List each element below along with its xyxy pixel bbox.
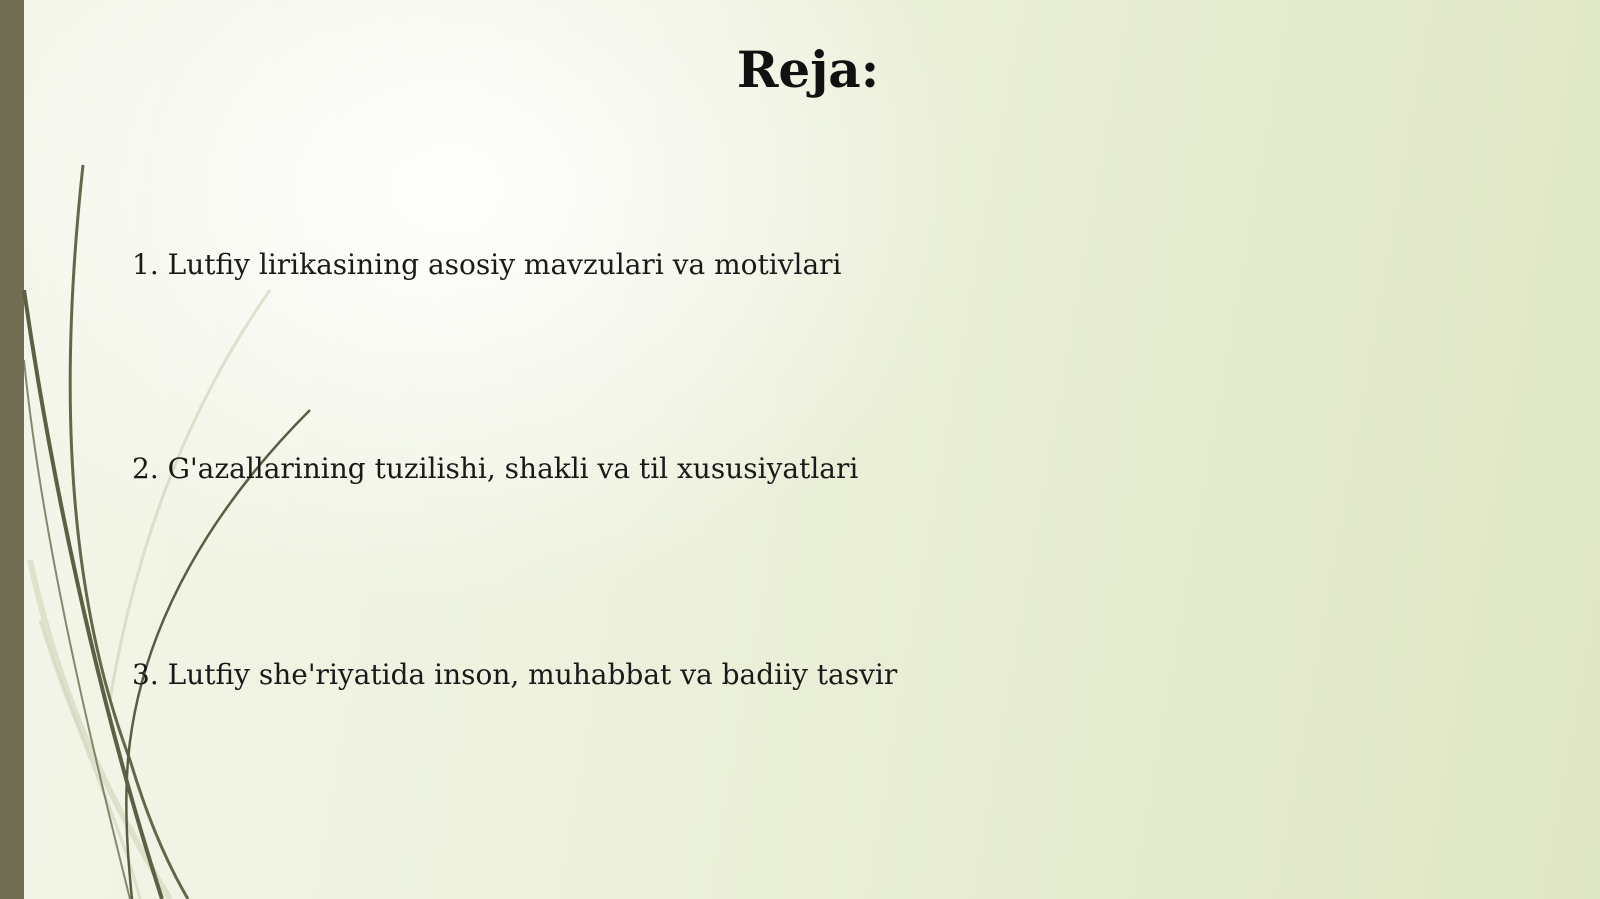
plan-item: 3. Lutfiy she'riyatida inson, muhabbat va badiiy tasvir [132, 658, 898, 691]
plan-item: 1. Lutfiy lirikasining asosiy mavzulari va motivlari [132, 248, 842, 281]
slide-title: Reja: [736, 40, 880, 99]
plan-item: 2. G'azallarining tuzilishi, shakli va til xususiyatlari [132, 452, 859, 485]
left-accent-bar [0, 0, 24, 899]
